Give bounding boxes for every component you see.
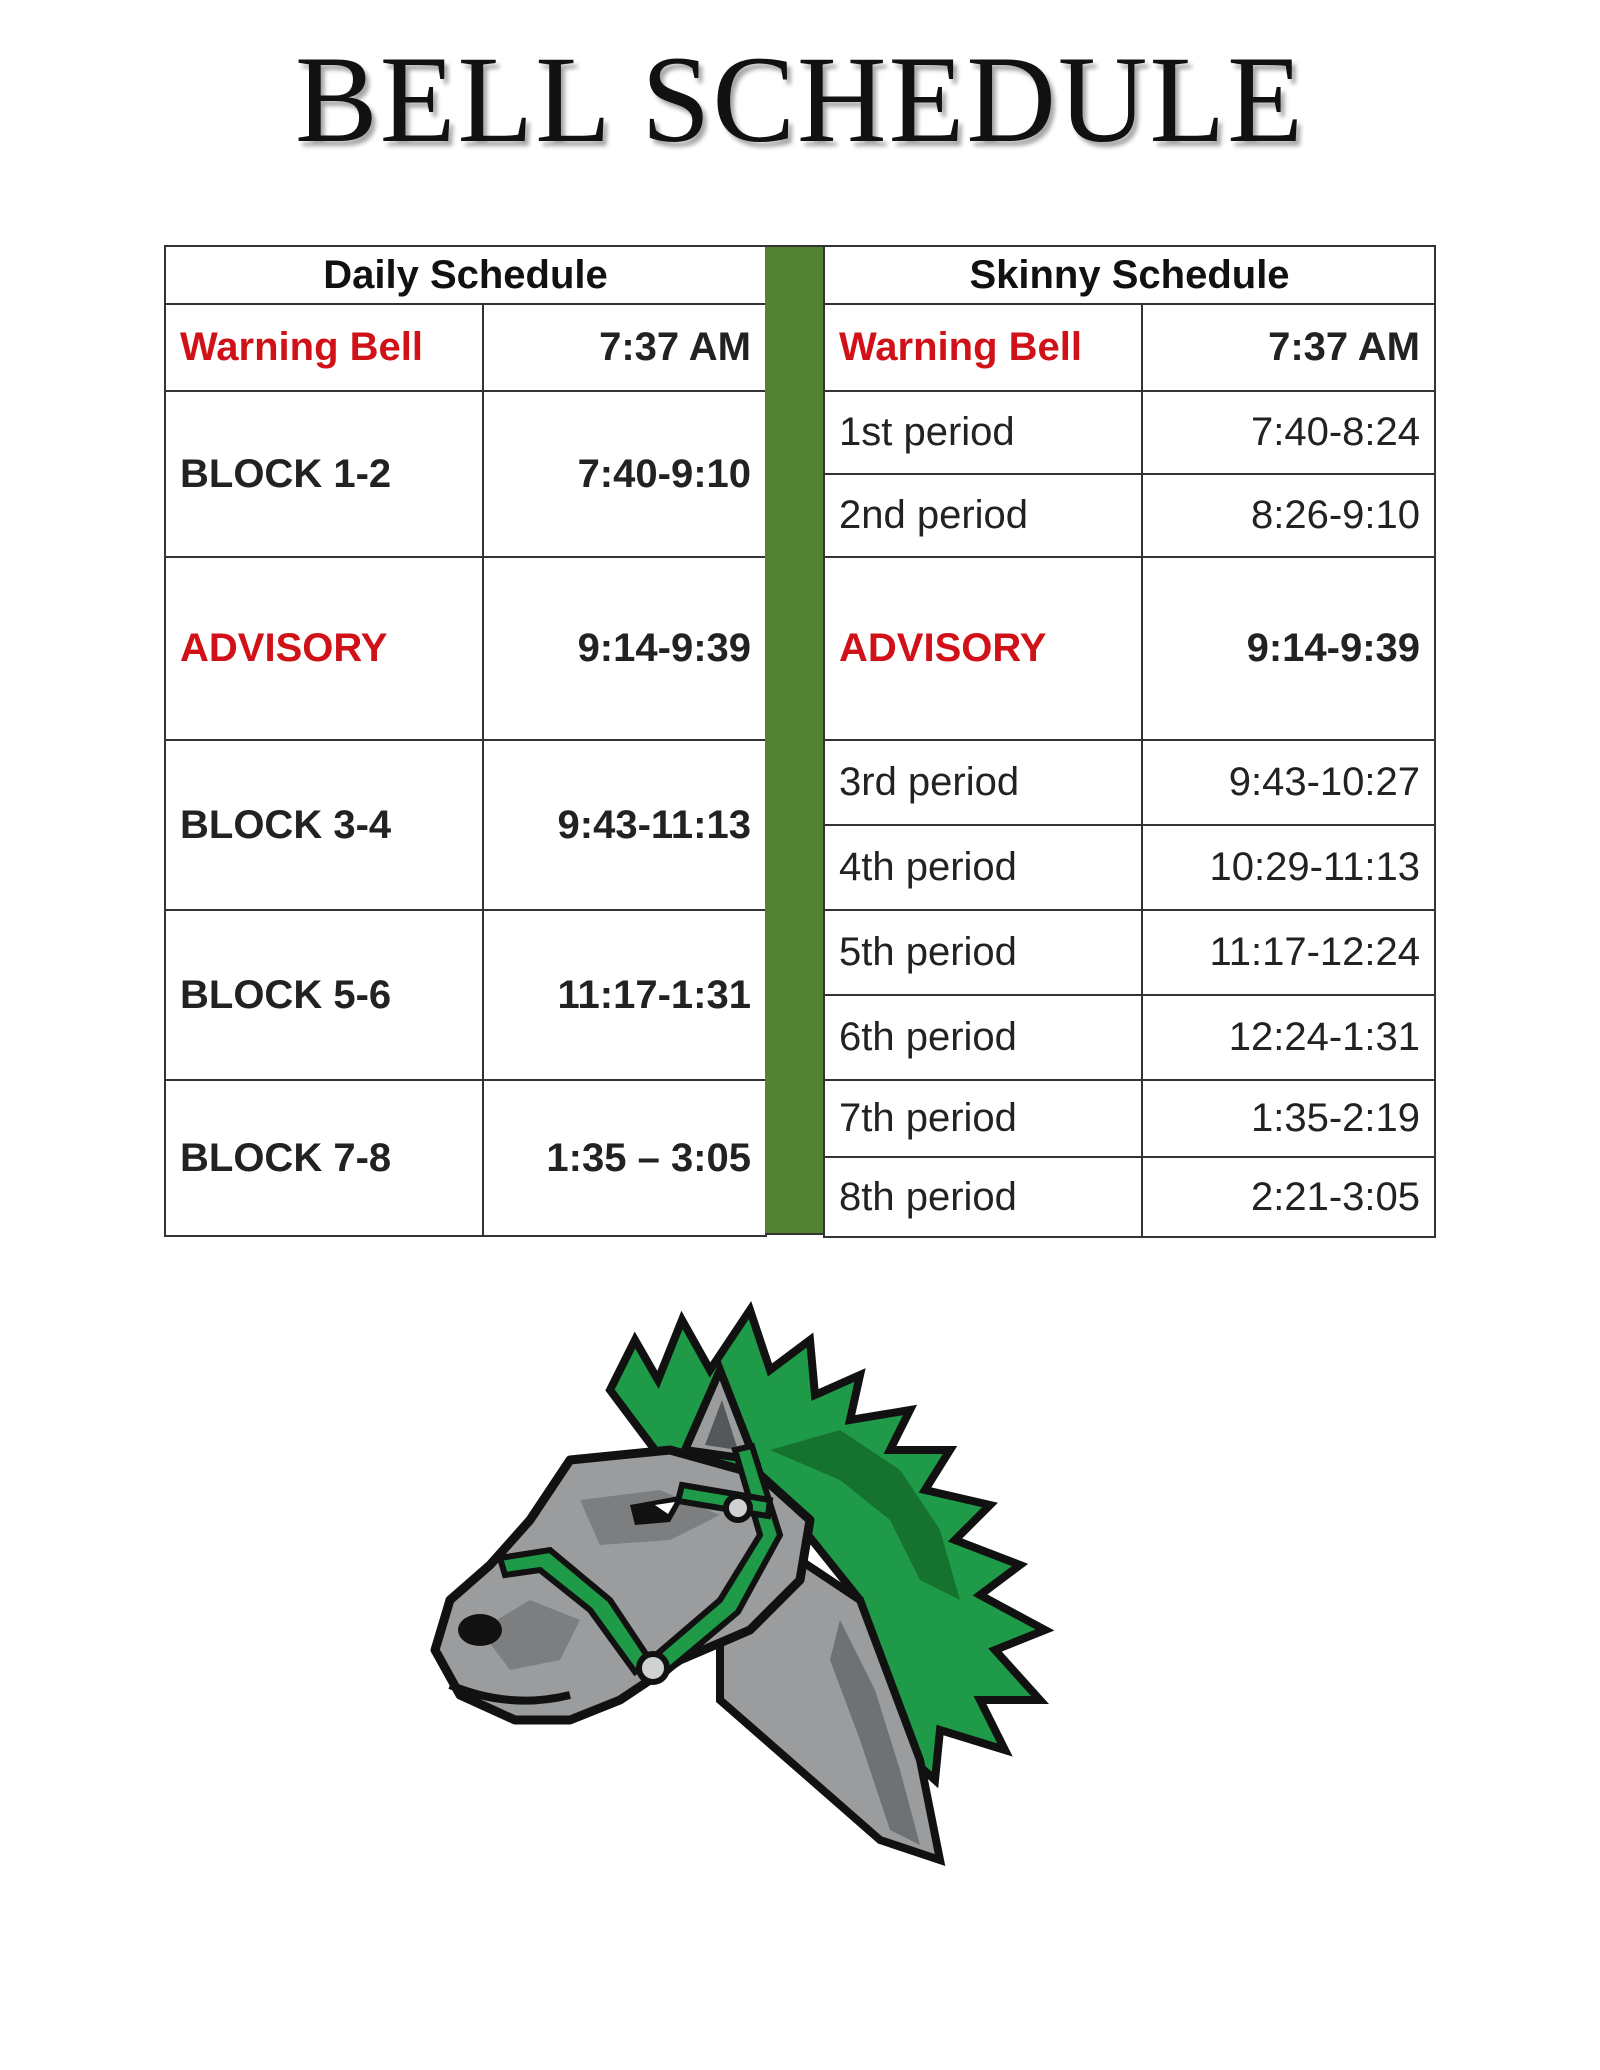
table-row — [824, 995, 1435, 1080]
table-row — [824, 557, 1435, 740]
daily-row-label: ADVISORY — [165, 557, 483, 740]
table-row — [165, 740, 766, 910]
table-row — [165, 557, 766, 740]
daily-row-label: BLOCK 1-2 — [165, 391, 483, 557]
table-row — [824, 1080, 1435, 1157]
table-row — [165, 1080, 766, 1236]
table-row — [165, 391, 766, 557]
skinny-warning-time: 7:37 AM — [1142, 304, 1435, 391]
daily-schedule-table — [164, 245, 767, 1237]
skinny-row-time: 7:40-8:24 — [1142, 391, 1435, 474]
daily-warning-label: Warning Bell — [165, 304, 483, 391]
daily-row-time: 1:35 – 3:05 — [483, 1080, 766, 1236]
page-title: BELL SCHEDULE — [295, 31, 1305, 168]
skinny-row-time: 1:35-2:19 — [1142, 1080, 1435, 1157]
skinny-row-label: 1st period — [824, 391, 1142, 474]
skinny-row-time: 12:24-1:31 — [1142, 995, 1435, 1080]
table-row — [824, 825, 1435, 910]
daily-warning-time: 7:37 AM — [483, 304, 766, 391]
skinny-warning-row — [824, 304, 1435, 391]
green-divider-bar — [765, 245, 823, 1235]
skinny-row-label: 3rd period — [824, 740, 1142, 825]
table-row — [165, 910, 766, 1080]
skinny-row-time: 9:43-10:27 — [1142, 740, 1435, 825]
daily-row-label: BLOCK 7-8 — [165, 1080, 483, 1236]
skinny-row-label: 2nd period — [824, 474, 1142, 557]
skinny-row-label: 8th period — [824, 1157, 1142, 1237]
skinny-schedule-table — [823, 245, 1436, 1238]
skinny-row-label: 5th period — [824, 910, 1142, 995]
mustang-horse-head-icon — [420, 1300, 1180, 1920]
skinny-row-time: 2:21-3:05 — [1142, 1157, 1435, 1237]
skinny-row-time: 8:26-9:10 — [1142, 474, 1435, 557]
skinny-row-label: 7th period — [824, 1080, 1142, 1157]
skinny-schedule-heading: Skinny Schedule — [824, 246, 1435, 304]
table-row — [824, 474, 1435, 557]
skinny-row-label: 4th period — [824, 825, 1142, 910]
table-row — [824, 910, 1435, 995]
skinny-row-time: 10:29-11:13 — [1142, 825, 1435, 910]
daily-warning-row — [165, 304, 766, 391]
skinny-row-time: 11:17-12:24 — [1142, 910, 1435, 995]
table-row — [824, 740, 1435, 825]
daily-schedule-heading: Daily Schedule — [165, 246, 766, 304]
daily-row-time: 9:43-11:13 — [483, 740, 766, 910]
daily-row-time: 9:14-9:39 — [483, 557, 766, 740]
table-row — [824, 1157, 1435, 1237]
daily-row-time: 11:17-1:31 — [483, 910, 766, 1080]
skinny-row-label: 6th period — [824, 995, 1142, 1080]
skinny-warning-label: Warning Bell — [824, 304, 1142, 391]
table-row — [824, 391, 1435, 474]
skinny-row-label: ADVISORY — [824, 557, 1142, 740]
daily-row-label: BLOCK 3-4 — [165, 740, 483, 910]
daily-row-label: BLOCK 5-6 — [165, 910, 483, 1080]
daily-row-time: 7:40-9:10 — [483, 391, 766, 557]
skinny-row-time: 9:14-9:39 — [1142, 557, 1435, 740]
